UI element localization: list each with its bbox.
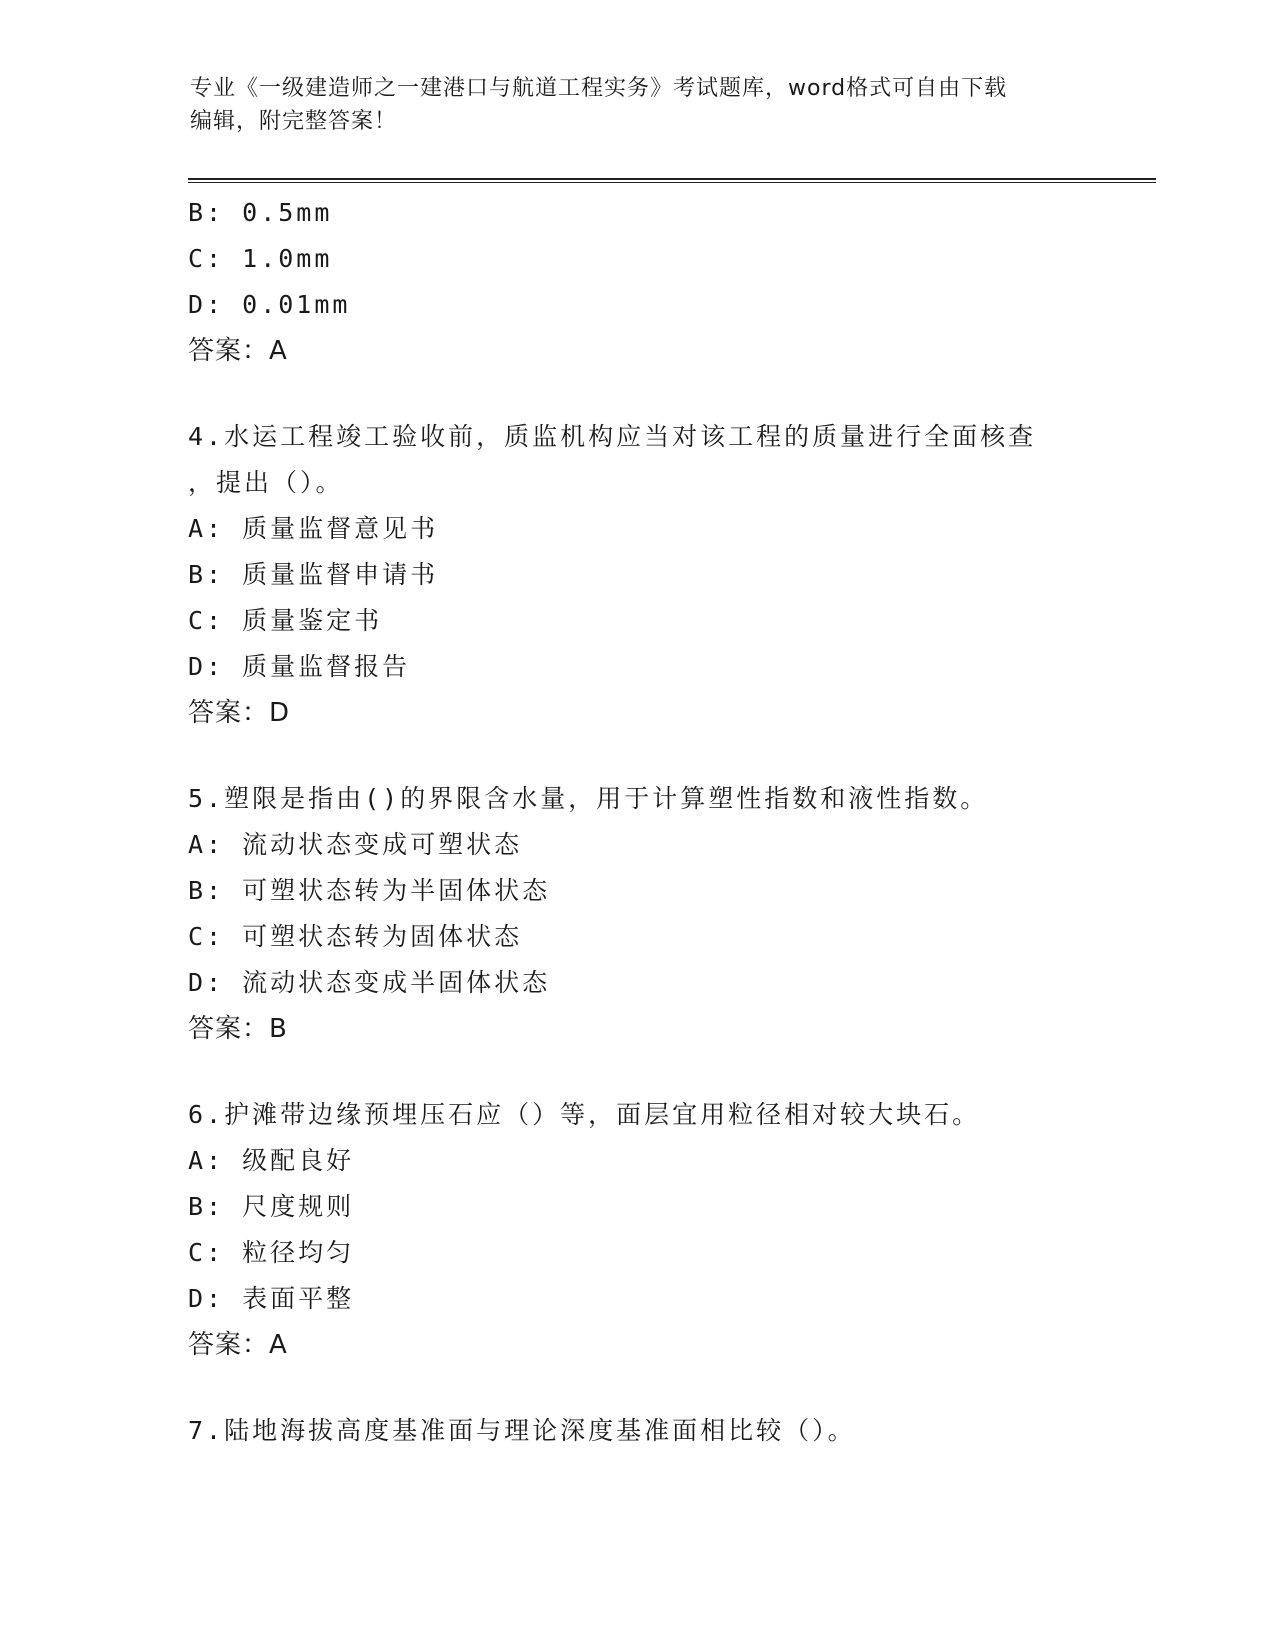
document-header [190, 72, 1090, 138]
option-c: C: 可塑状态转为固体状态 [188, 922, 523, 951]
spacer [188, 1368, 1088, 1408]
option-c: C: 粒径均匀 [188, 1238, 355, 1267]
question-5 [188, 776, 1088, 1052]
option-a: A: 流动状态变成可塑状态 [188, 830, 523, 859]
header-line-1: 专业《一级建造师之一建港口与航道工程实务》考试题库，word格式可自由下载 [190, 76, 1008, 101]
question-list [188, 190, 1088, 1454]
header-line-2: 编辑，附完整答案！ [190, 109, 398, 134]
option-d: D: 0.01mm [188, 290, 351, 319]
question-stem: 6.护滩带边缘预埋压石应（）等，面层宜用粒径相对较大块石。 [188, 1100, 981, 1129]
answer-line: 答案：A [188, 336, 288, 366]
answer-line: 答案：A [188, 1330, 288, 1360]
option-d: D: 表面平整 [188, 1284, 355, 1313]
answer-line: 答案：D [188, 698, 291, 728]
option-b: B: 可塑状态转为半固体状态 [188, 876, 551, 905]
option-c: C: 1.0mm [188, 244, 333, 273]
question-stem: 7.陆地海拔高度基准面与理论深度基准面相比较（）。 [188, 1416, 856, 1445]
question-7 [188, 1408, 1088, 1454]
question-4 [188, 414, 1088, 736]
option-b: B: 质量监督申请书 [188, 560, 439, 589]
question-3-continued [188, 190, 1088, 374]
option-c: C: 质量鉴定书 [188, 606, 383, 635]
spacer [188, 1052, 1088, 1092]
spacer [188, 374, 1088, 414]
option-b: B: 尺度规则 [188, 1192, 355, 1221]
option-a: A: 质量监督意见书 [188, 514, 439, 543]
option-a: A: 级配良好 [188, 1146, 355, 1175]
header-divider [188, 178, 1156, 183]
question-stem-continued: ，提出（）。 [188, 468, 344, 497]
question-stem: 4.水运工程竣工验收前，质监机构应当对该工程的质量进行全面核查 [188, 422, 1037, 451]
option-d: D: 流动状态变成半固体状态 [188, 968, 551, 997]
option-d: D: 质量监督报告 [188, 652, 411, 681]
option-b: B: 0.5mm [188, 198, 333, 227]
question-stem: 5.塑限是指由()的界限含水量，用于计算塑性指数和液性指数。 [188, 784, 989, 813]
question-6 [188, 1092, 1088, 1368]
spacer [188, 736, 1088, 776]
answer-line: 答案：B [188, 1014, 288, 1044]
